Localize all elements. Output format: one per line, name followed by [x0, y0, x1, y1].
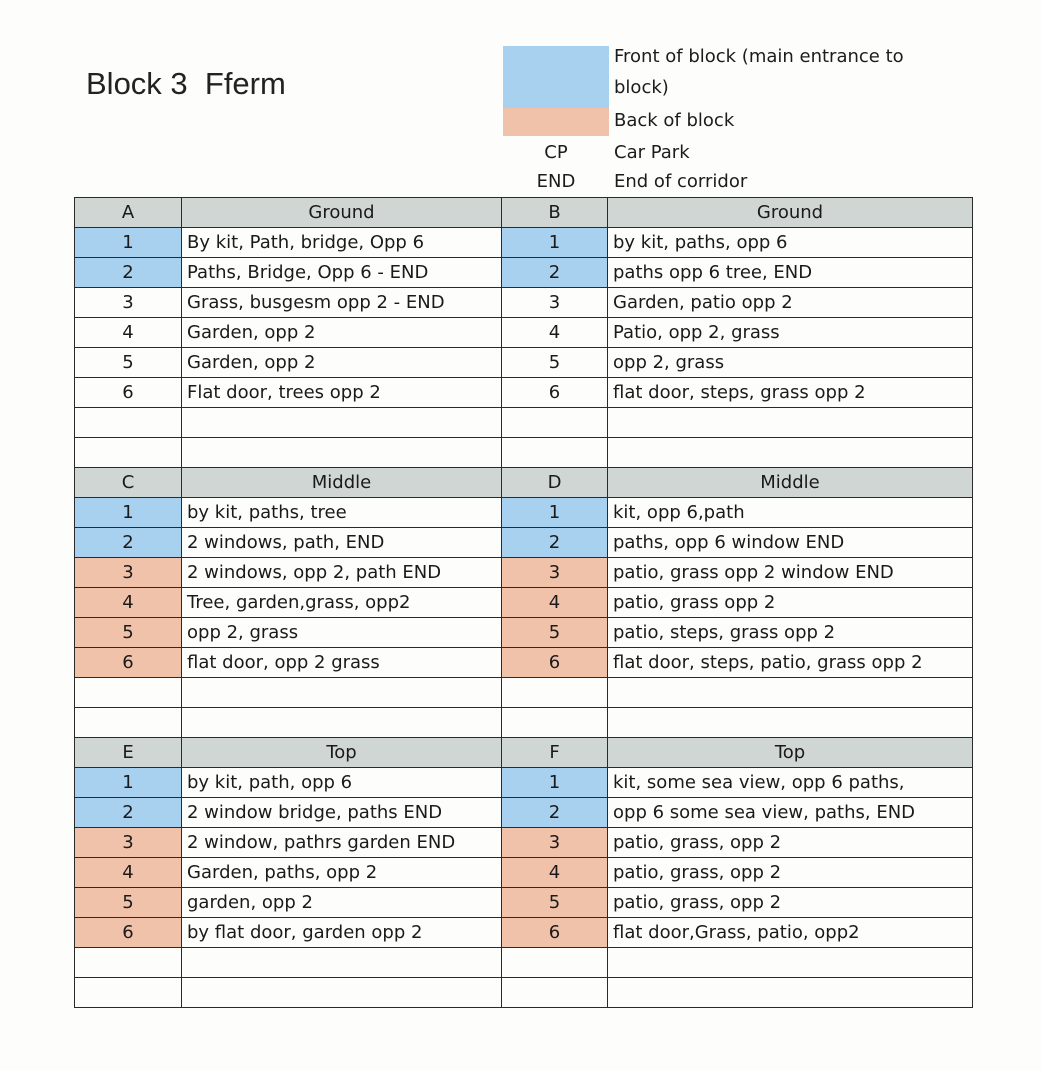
room-description: 2 windows, opp 2, path END — [182, 558, 502, 588]
room-number: 1 — [75, 768, 182, 798]
room-number: 4 — [75, 318, 182, 348]
legend-back-swatch — [503, 108, 609, 136]
legend-cp-abbr: CP — [544, 142, 568, 163]
room-number: 3 — [502, 828, 608, 858]
room-number: 2 — [502, 258, 608, 288]
room-number: 5 — [75, 888, 182, 918]
room-description: by flat door, garden opp 2 — [182, 918, 502, 948]
room-number: 3 — [75, 558, 182, 588]
block-id-header: B — [502, 198, 608, 228]
blank-cell — [608, 408, 973, 438]
room-number: 6 — [502, 378, 608, 408]
room-description: flat door, steps, grass opp 2 — [608, 378, 973, 408]
blank-cell — [75, 708, 182, 738]
floor-level-header: Middle — [182, 468, 502, 498]
room-number: 4 — [75, 588, 182, 618]
room-table-body — [75, 198, 973, 1008]
room-description: By kit, Path, bridge, Opp 6 — [182, 228, 502, 258]
blank-row — [75, 978, 973, 1008]
legend-front-label-cont: block) — [614, 77, 669, 98]
room-number: 1 — [75, 498, 182, 528]
room-description: Garden, paths, opp 2 — [182, 858, 502, 888]
room-number: 1 — [502, 228, 608, 258]
section-header-row — [75, 198, 973, 228]
block-id-header: D — [502, 468, 608, 498]
room-number: 4 — [75, 858, 182, 888]
room-description: patio, grass, opp 2 — [608, 858, 973, 888]
blank-cell — [182, 708, 502, 738]
room-description: patio, grass, opp 2 — [608, 888, 973, 918]
room-number: 6 — [75, 918, 182, 948]
table-row — [75, 918, 973, 948]
floor-level-header: Middle — [608, 468, 973, 498]
block-id-header: C — [75, 468, 182, 498]
table-row — [75, 648, 973, 678]
blank-row — [75, 438, 973, 468]
room-description: patio, grass, opp 2 — [608, 828, 973, 858]
room-description: patio, steps, grass opp 2 — [608, 618, 973, 648]
room-number: 1 — [502, 768, 608, 798]
page-title: Block 3 Fferm — [86, 66, 286, 101]
blank-row — [75, 948, 973, 978]
room-description: by kit, paths, opp 6 — [608, 228, 973, 258]
blank-cell — [182, 408, 502, 438]
blank-cell — [502, 708, 608, 738]
blank-cell — [182, 678, 502, 708]
table-row — [75, 288, 973, 318]
legend-front-swatch — [503, 46, 609, 108]
room-number: 3 — [75, 828, 182, 858]
room-description: patio, grass opp 2 window END — [608, 558, 973, 588]
blank-cell — [75, 678, 182, 708]
room-description: Garden, opp 2 — [182, 348, 502, 378]
floor-level-header: Top — [182, 738, 502, 768]
blank-cell — [182, 948, 502, 978]
floor-level-header: Ground — [182, 198, 502, 228]
room-number: 1 — [75, 228, 182, 258]
table-row — [75, 348, 973, 378]
room-description: opp 6 some sea view, paths, END — [608, 798, 973, 828]
room-number: 4 — [502, 318, 608, 348]
blank-cell — [502, 408, 608, 438]
blank-row — [75, 678, 973, 708]
room-description: kit, some sea view, opp 6 paths, — [608, 768, 973, 798]
room-description: 2 window, pathrs garden END — [182, 828, 502, 858]
room-number: 4 — [502, 588, 608, 618]
legend-end-abbr: END — [536, 171, 576, 192]
legend-front-label: Front of block (main entrance to — [614, 46, 904, 67]
room-description: Flat door, trees opp 2 — [182, 378, 502, 408]
room-number: 5 — [502, 618, 608, 648]
room-description: by kit, path, opp 6 — [182, 768, 502, 798]
room-number: 3 — [502, 558, 608, 588]
room-number: 6 — [75, 378, 182, 408]
room-number: 3 — [75, 288, 182, 318]
table-row — [75, 228, 973, 258]
blank-cell — [75, 948, 182, 978]
blank-cell — [75, 978, 182, 1008]
room-description: 2 window bridge, paths END — [182, 798, 502, 828]
room-number: 2 — [75, 528, 182, 558]
room-description: by kit, paths, tree — [182, 498, 502, 528]
table-row — [75, 588, 973, 618]
room-number: 6 — [502, 918, 608, 948]
room-description: Patio, opp 2, grass — [608, 318, 973, 348]
room-description: paths, opp 6 window END — [608, 528, 973, 558]
room-description: kit, opp 6,path — [608, 498, 973, 528]
table-row — [75, 258, 973, 288]
blank-cell — [608, 978, 973, 1008]
table-row — [75, 528, 973, 558]
room-description: garden, opp 2 — [182, 888, 502, 918]
room-description: opp 2, grass — [182, 618, 502, 648]
room-description: Grass, busgesm opp 2 - END — [182, 288, 502, 318]
room-description: paths opp 6 tree, END — [608, 258, 973, 288]
table-row — [75, 498, 973, 528]
block-id-header: E — [75, 738, 182, 768]
room-description: Tree, garden,grass, opp2 — [182, 588, 502, 618]
room-description: Garden, opp 2 — [182, 318, 502, 348]
room-description: flat door, steps, patio, grass opp 2 — [608, 648, 973, 678]
room-number: 5 — [75, 348, 182, 378]
room-number: 4 — [502, 858, 608, 888]
room-number: 2 — [75, 258, 182, 288]
room-number: 5 — [75, 618, 182, 648]
block-id-header: A — [75, 198, 182, 228]
blank-row — [75, 708, 973, 738]
table-row — [75, 378, 973, 408]
room-table — [74, 197, 973, 1008]
table-row — [75, 768, 973, 798]
legend-back-label: Back of block — [614, 110, 735, 131]
blank-cell — [608, 438, 973, 468]
room-description: flat door,Grass, patio, opp2 — [608, 918, 973, 948]
legend-end-label: End of corridor — [614, 171, 748, 192]
blank-cell — [502, 678, 608, 708]
table-row — [75, 558, 973, 588]
blank-cell — [608, 948, 973, 978]
blank-row — [75, 408, 973, 438]
table-row — [75, 888, 973, 918]
blank-cell — [502, 978, 608, 1008]
room-number: 6 — [502, 648, 608, 678]
room-description: 2 windows, path, END — [182, 528, 502, 558]
blank-cell — [502, 948, 608, 978]
room-number: 5 — [502, 888, 608, 918]
block-id-header: F — [502, 738, 608, 768]
blank-cell — [608, 708, 973, 738]
room-number: 2 — [75, 798, 182, 828]
table-row — [75, 798, 973, 828]
floor-level-header: Top — [608, 738, 973, 768]
room-description: flat door, opp 2 grass — [182, 648, 502, 678]
section-header-row — [75, 468, 973, 498]
room-description: Paths, Bridge, Opp 6 - END — [182, 258, 502, 288]
blank-cell — [75, 438, 182, 468]
room-description: opp 2, grass — [608, 348, 973, 378]
table-row — [75, 618, 973, 648]
blank-cell — [502, 438, 608, 468]
blank-cell — [182, 438, 502, 468]
section-header-row — [75, 738, 973, 768]
blank-cell — [608, 678, 973, 708]
table-row — [75, 828, 973, 858]
table-row — [75, 858, 973, 888]
room-number: 2 — [502, 798, 608, 828]
blank-cell — [75, 408, 182, 438]
floor-level-header: Ground — [608, 198, 973, 228]
room-number: 6 — [75, 648, 182, 678]
room-description: patio, grass opp 2 — [608, 588, 973, 618]
blank-cell — [182, 978, 502, 1008]
room-number: 2 — [502, 528, 608, 558]
legend-cp-label: Car Park — [614, 142, 690, 163]
room-number: 5 — [502, 348, 608, 378]
room-number: 3 — [502, 288, 608, 318]
room-number: 1 — [502, 498, 608, 528]
table-row — [75, 318, 973, 348]
room-description: Garden, patio opp 2 — [608, 288, 973, 318]
